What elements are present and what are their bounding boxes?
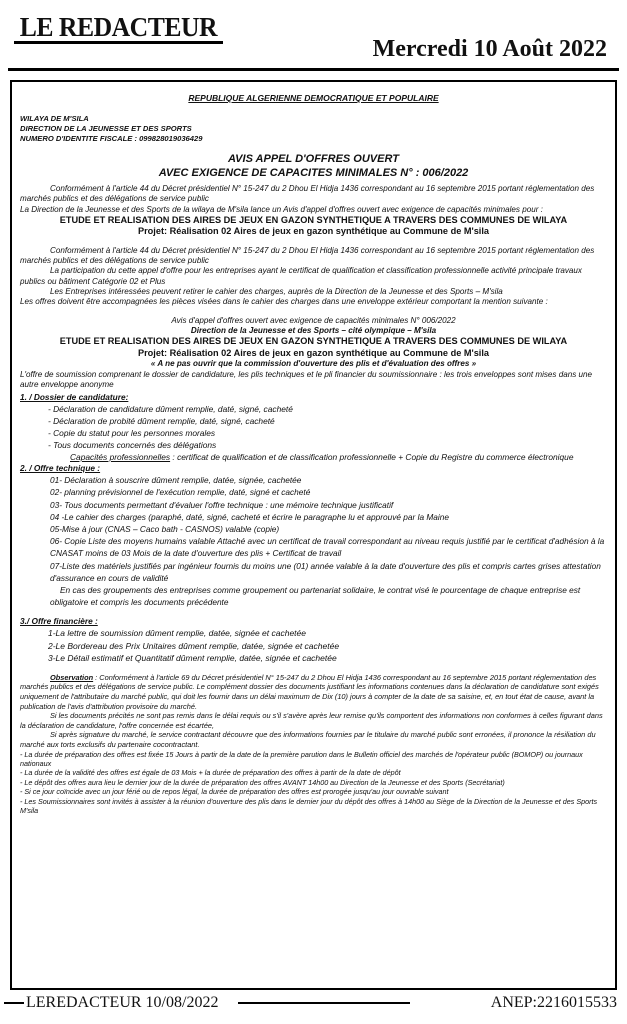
second-paragraph-2: La participation du cette appel d'offre pour les entreprises ayant le certificat de qualification et classification professionnelle activité principale travaux publics ou bâtiment Catégorie 02 et Plus	[20, 266, 582, 286]
observation-bullet: - Si ce jour coïncide avec un jour férié ou de repos légal, la durée de préparation des offres est prorogée jusqu'au jour ouvrable suivant	[20, 787, 449, 797]
republique-heading: REPUBLIQUE ALGERIENNE DEMOCRATIQUE ET POPULAIRE	[188, 93, 439, 103]
footer-left: LEREDACTEUR 10/08/2022	[26, 994, 219, 1011]
envelope-line-6: L'offre de soumission comprenant le dossier de candidature, les plis techniques et le pli financier du soumissionnaire : les trois enveloppes sont mises dans une autre enveloppe anonyme	[20, 369, 593, 389]
technique-item: 06- Copie Liste des moyens humains valable Attaché avec un certificat de travail correspondant au niveau requis justifié par le certificat d'adhésion à la CNASAT moins de 03 Mois de la date d'ouverture des plis + Certificat de travail	[50, 536, 605, 559]
footer-right: ANEP:2216015533	[490, 994, 617, 1011]
envelope-line-1: Avis d'appel d'offres ouvert avec exigence de capacités minimales N° 006/2022	[171, 315, 456, 325]
technique-item: 07-Liste des matériels justifiés par ingénieur fournis du moins une (01) année valable à la date d'ouverture des plis et compris cartes grises attestation d'assurance en cours de validité	[50, 560, 601, 583]
observation-bullet: - Le dépôt des offres aura lieu le dernier jour de la durée de préparation des offres AVANT 14h00 au Direction de la Jeunesse et des Sports (Secrétariat)	[20, 777, 505, 787]
technique-title: 2. / Offre technique :	[20, 463, 101, 474]
technique-item: En cas des groupements des entreprises comme groupement ou partenariat solidaire, le contrat visé le pourcentage de chaque entreprise est obligatoire et compris les documents précédente	[50, 584, 581, 608]
dossier-item: - Tous documents concernés des délégations	[48, 440, 217, 451]
observation-bullet: - La durée de la validité des offres est égale de 03 Mois + la durée de préparation des offres à partir de la date de dépôt	[20, 768, 401, 778]
footer-rule-middle	[238, 1002, 410, 1004]
observation-paragraph-1	[20, 673, 607, 711]
dossier-title: 1. / Dossier de candidature:	[20, 392, 129, 403]
capacites-line	[20, 451, 607, 463]
title-line-2: AVEC EXIGENCE DE CAPACITES MINIMALES N° : 006/2022	[158, 167, 469, 179]
financiere-item: 1-La lettre de soumission dûment remplie, datée, signée et cachetée	[48, 628, 306, 639]
direction-line: DIRECTION DE LA JEUNESSE ET DES SPORTS	[20, 124, 192, 133]
technique-item: 04 -Le cahier des charges (paraphé, daté, signé, cacheté et écrire le paragraphe lu et approuvé par la Maine	[50, 511, 449, 522]
technique-item: 05-Mise à jour (CNAS – Caco bath - CASNOS) valable (copie)	[50, 523, 280, 534]
footer	[0, 992, 627, 1018]
observation-bullet: - La durée de préparation des offres est fixée 15 Jours à partir de la date de la première parution dans le Bulletin officiel des marchés de l'opérateur public (BOMOP) ou journaux nationaux	[20, 749, 583, 769]
technique-item: 03- Tous documents permettant d'évaluer l'offre technique : une mémoire technique justificatif	[50, 499, 394, 510]
observation-paragraph-2: Si les documents précités ne sont pas remis dans le délai requis ou s'il s'avère après leur remise qu'ils comportent des informations non conformes à celles figurant dans la déclaration de candidature, l'offre concernée est écartée,	[20, 711, 603, 730]
observation-label: Observation	[50, 672, 94, 682]
technique-item: 01- Déclaration à souscrire dûment remplie, datée, signée, cachetée	[50, 475, 302, 486]
observation-text: : Conformément à l'article 69 du Décret présidentiel N° 15-247 du 2 Dhou El Hidja 1436 correspondant au 16 septembre 2015 portant réglementation des marchés publics et des délégations de service public. Le complément dossier des documents justifiant les informations contenues dans la déclaration de candidature sont exigés uniquement de l'attributaire du marché public, qui doit les fournir dans un délai maximum de Dix (10) jours à compter de la date de sa saisine, et, en tout état de cause, avant la publication de l'avis d'attribution provisoire du marché.	[20, 672, 599, 711]
intro-paragraph-2: La Direction de la Jeunesse et des Sports de la wilaya de M'sila lance un Avis d'appel d'offres ouvert avec exigence de capacités minimales pour :	[20, 204, 543, 214]
second-paragraph-4: Les offres doivent être accompagnées les pièces visées dans le cahier des charges dans une enveloppe extérieur comportant la mention suivante :	[20, 297, 548, 307]
dossier-item: - Déclaration de probité dûment remplie, daté, signé, cacheté	[48, 416, 275, 427]
envelope-line-3: ETUDE ET REALISATION DES AIRES DE JEUX EN GAZON SYNTHETIQUE A TRAVERS DES COMMUNES DE WILAYA	[59, 336, 568, 347]
technique-item: 02- planning prévisionnel de l'exécution remplie, daté, signé et cacheté	[50, 487, 311, 498]
dossier-item: - Déclaration de candidature dûment remplie, daté, signé, cacheté	[48, 404, 293, 415]
financiere-item: 3-Le Détail estimatif et Quantitatif dûment remplie, datée, signée et cachetée	[48, 653, 337, 664]
capacites-text: : certificat de qualification et de classification professionnelle + Copie du Registre du commerce électronique	[170, 452, 574, 463]
intro-projet: Projet: Réalisation 02 Aires de jeux en gazon synthétique au Commune de M'sila	[137, 226, 490, 237]
nif-line: NUMERO D'IDENTITE FISCALE : 099828019036429	[20, 134, 203, 143]
capacites-label: Capacités professionnelles	[70, 452, 171, 463]
announcement-frame	[10, 80, 617, 990]
financiere-item: 2-Le Bordereau des Prix Unitaires dûment remplie, datée, signée et cachetée	[48, 640, 340, 651]
second-paragraph-1: Conformément à l'article 44 du Décret présidentiel N° 15-247 du 2 Dhou El Hidja 1436 correspondant au 16 septembre 2015 portant réglementation des marchés publics et des délégations de service public	[20, 245, 595, 266]
observation-paragraph-3: Si après signature du marché, le service contractant découvre que des informations fournies par le titulaire du marché public sont erronées, il prononce la résiliation du marché aux torts exclusifs du partenaire cocontractant.	[20, 730, 596, 750]
issue-date: Mercredi 10 Août 2022	[372, 36, 607, 62]
financiere-title: 3./ Offre financière :	[20, 616, 98, 627]
masthead	[8, 6, 619, 64]
second-paragraph-3: Les Entreprises intéressées peuvent retirer le cahier des charges, auprès de la Direction de la Jeunesse et des Sports – M'sila	[50, 287, 503, 297]
masthead-rule	[8, 68, 619, 71]
issuer-block	[20, 114, 607, 144]
title-line-1: AVIS APPEL D'OFFRES OUVERT	[228, 153, 399, 165]
wilaya-line: WILAYA DE M'SILA	[20, 114, 89, 123]
newspaper-logo: LE REDACTEUR	[14, 10, 223, 44]
intro-etude: ETUDE ET REALISATION DES AIRES DE JEUX EN GAZON SYNTHETIQUE A TRAVERS DES COMMUNES DE WILAYA	[59, 214, 568, 225]
envelope-line-5: « A ne pas ouvrir que la commission d'ouverture des plis et d'évaluation des offres »	[150, 359, 477, 369]
intro-paragraph-1: Conformément à l'article 44 du Décret présidentiel N° 15-247 du 2 Dhou El Hidja 1436 correspondant au 16 septembre 2015 portant réglementation des marchés publics et des délégations de service public	[20, 184, 595, 204]
envelope-line-4: Projet: Réalisation 02 Aires de jeux en gazon synthétique au Commune de M'sila	[137, 347, 490, 358]
observation-bullet: - Les Soumissionnaires sont invités à assister à la réunion d'ouverture des plis dans le dernier jour du dépôt des offres à 14h00 au Siège de la Direction de la Jeunesse et des Sports M'sila	[20, 796, 598, 816]
dossier-item: - Copie du statut pour les personnes morales	[48, 428, 216, 439]
footer-rule-left	[4, 1002, 24, 1004]
envelope-line-2: Direction de la Jeunesse et des Sports – cité olympique – M'sila	[190, 325, 437, 335]
